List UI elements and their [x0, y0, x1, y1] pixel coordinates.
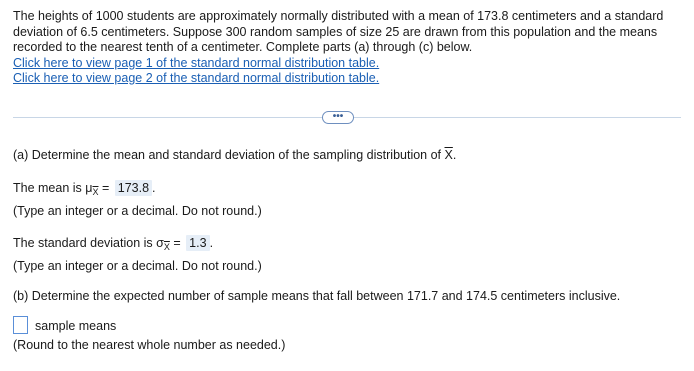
- part-a-prompt-text: (a) Determine the mean and standard deviation of the sampling distribution of $\overline{X}$.: [13, 148, 457, 162]
- normal-table-page1-link[interactable]: Click here to view page 1 of the standard normal distribution table.: [13, 55, 380, 70]
- sd-hint: [13, 259, 262, 273]
- problem-statement: [13, 9, 683, 87]
- part-b-prompt-text: (b) Determine the expected number of sample means that fall between 171.7 and 174.5 centimeters inclusive.: [13, 289, 621, 303]
- sd-symbol: $\sigma_{\overline{X}}$: [156, 236, 170, 252]
- part-a-prompt: [13, 148, 456, 162]
- sd-hint-text: (Type an integer or a decimal. Do not round.): [13, 259, 262, 273]
- expand-more-button[interactable]: •••: [322, 111, 354, 124]
- mean-symbol: $\mu_{\overline{X}}$: [85, 181, 99, 197]
- part-b-hint: [13, 338, 285, 352]
- mean-line: The mean is $\mu_{\overline{X}} = 173.8$ .: [13, 181, 156, 197]
- part-b-unit: [35, 319, 116, 333]
- part-b-prompt: [13, 289, 620, 303]
- mean-hint: [13, 204, 262, 218]
- part-b-hint-text: (Round to the nearest whole number as needed.): [13, 338, 286, 352]
- mean-prefix: The mean is: [13, 181, 82, 195]
- part-b-answer-input[interactable]: [13, 316, 28, 334]
- sd-line: The standard deviation is $\sigma_{\overline{X}} = 1.3$ .: [13, 236, 214, 252]
- mean-hint-text: (Type an integer or a decimal. Do not round.): [13, 204, 262, 218]
- mean-answer[interactable]: 173.8: [115, 180, 152, 196]
- part-b-unit-text: sample means: [35, 319, 117, 333]
- sd-prefix: The standard deviation is: [13, 236, 153, 250]
- problem-text: The heights of 1000 students are approximately normally distributed with a mean of 173.8 centimeters and a standard deviation of 6.5 centimeters. Suppose 300 random samples of size 25 are drawn from this population and the means recorded to the nearest tenth of a centimeter. Complete parts (a) through (c) below.: [13, 9, 664, 54]
- sd-answer[interactable]: 1.3: [186, 235, 209, 251]
- normal-table-page2-link[interactable]: Click here to view page 2 of the standard normal distribution table.: [13, 71, 380, 85]
